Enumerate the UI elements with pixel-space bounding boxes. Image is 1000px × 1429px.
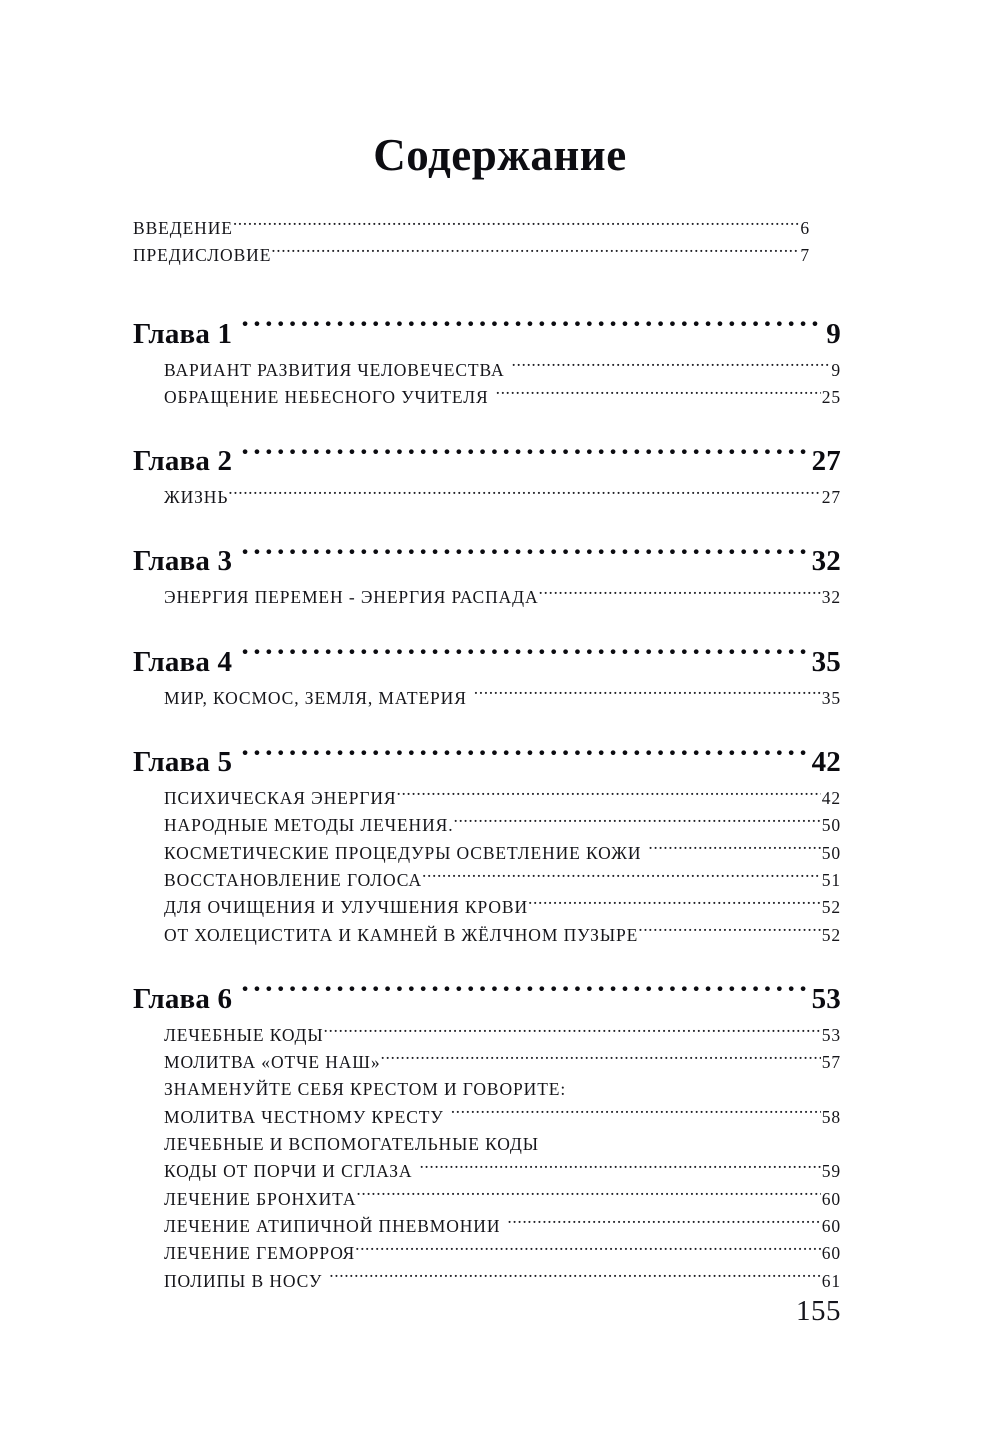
toc-entry-page: 42	[821, 788, 841, 809]
toc-entry-label: ПСИХИЧЕСКАЯ ЭНЕРГИЯ	[164, 788, 397, 809]
dot-leader	[422, 868, 821, 886]
toc-entry-page: 35	[821, 687, 841, 708]
dot-leader	[329, 1269, 820, 1287]
toc-entry[interactable]	[133, 242, 810, 269]
chapter-dot-leader	[240, 742, 805, 771]
toc-entry[interactable]	[164, 1186, 841, 1213]
chapter-block	[133, 441, 841, 511]
chapter-heading-label: Глава 5	[133, 746, 233, 779]
toc-entry[interactable]	[164, 1022, 841, 1049]
front-matter-block	[133, 215, 841, 270]
dot-leader	[324, 1023, 821, 1041]
chapter-block	[133, 979, 841, 1295]
toc-entry-page: 6	[800, 218, 810, 238]
toc-entry[interactable]	[164, 1213, 841, 1240]
toc-entry-label: ЛЕЧЕНИЕ БРОНХИТА	[164, 1188, 357, 1209]
toc-entry-label: МИР, КОСМОС, ЗЕМЛЯ, МАТЕРИЯ	[164, 687, 467, 708]
toc-entry-page: 60	[821, 1215, 841, 1236]
chapter-dot-leader	[240, 314, 820, 343]
chapter-heading[interactable]	[133, 642, 841, 679]
chapter-heading-page: 35	[811, 645, 841, 678]
chapter-heading-label: Глава 4	[133, 645, 233, 678]
chapter-heading-page: 53	[811, 982, 841, 1015]
toc-entry-page: 7	[800, 245, 810, 266]
toc-entry-page: 52	[821, 897, 841, 918]
dot-leader	[233, 217, 800, 235]
toc-entry-label: ДЛЯ ОЧИЩЕНИЯ И УЛУЧШЕНИЯ КРОВИ	[164, 897, 529, 918]
dot-leader	[453, 814, 820, 832]
toc-entry[interactable]	[164, 812, 841, 839]
dot-leader	[539, 1133, 840, 1151]
chapter-dot-leader	[240, 979, 805, 1008]
chapter-heading[interactable]	[133, 742, 841, 779]
toc-entry-label: ВВЕДЕНИЕ	[133, 218, 233, 238]
chapter-heading[interactable]	[133, 314, 841, 351]
toc-entry[interactable]	[164, 1076, 841, 1103]
dot-leader	[396, 787, 820, 805]
chapter-block	[133, 541, 841, 611]
chapter-entries	[164, 1022, 841, 1295]
chapter-heading-page: 42	[811, 746, 841, 779]
chapter-dot-leader	[240, 441, 805, 470]
toc-entry-page: 59	[821, 1161, 841, 1182]
toc-entry-label: НАРОДНЫЕ МЕТОДЫ ЛЕЧЕНИЯ.	[164, 815, 454, 836]
dot-leader	[528, 896, 821, 914]
dot-leader	[419, 1160, 820, 1178]
toc-entry-label: ЛЕЧЕБНЫЕ КОДЫ	[164, 1024, 324, 1045]
chapter-dot-leader	[240, 541, 805, 570]
chapter-heading-label: Глава 3	[133, 545, 233, 578]
toc-entry[interactable]	[164, 1158, 841, 1185]
toc-entry-label: ЖИЗНЬ	[164, 487, 229, 508]
toc-entry[interactable]	[164, 584, 841, 611]
chapter-heading[interactable]	[133, 541, 841, 578]
toc-entry[interactable]	[164, 867, 841, 894]
toc-entry-page: 9	[831, 359, 841, 380]
toc-entry[interactable]	[164, 1240, 841, 1267]
chapter-heading-page: 32	[811, 545, 841, 578]
chapter-list	[133, 314, 841, 1295]
toc-entry-label: ЛЕЧЕБНЫЕ И ВСПОМОГАТЕЛЬНЫЕ КОДЫ	[164, 1134, 539, 1155]
dot-leader	[355, 1242, 821, 1260]
chapter-heading-label: Глава 2	[133, 445, 233, 478]
toc-entry-page: 32	[821, 587, 841, 608]
toc-entry[interactable]	[164, 785, 841, 812]
toc-entry-page: 61	[821, 1270, 841, 1291]
chapter-heading-label: Глава 1	[133, 317, 233, 350]
chapter-heading[interactable]	[133, 979, 841, 1016]
toc-entry-page: 57	[821, 1052, 841, 1073]
dot-leader	[648, 841, 820, 859]
dot-leader	[496, 385, 821, 403]
toc-entry[interactable]	[164, 922, 841, 949]
toc-entry-page: 27	[821, 487, 841, 508]
toc-entry[interactable]	[164, 685, 841, 712]
toc-entry-page: 60	[821, 1243, 841, 1264]
toc-entry-page: 50	[821, 842, 841, 863]
dot-leader	[381, 1051, 821, 1069]
chapter-block	[133, 742, 841, 949]
toc-entry-label: МОЛИТВА «ОТЧЕ НАШ»	[164, 1052, 381, 1073]
chapter-entries	[164, 584, 841, 611]
toc-entry-label: КОСМЕТИЧЕСКИЕ ПРОЦЕДУРЫ ОСВЕТЛЕНИЕ КОЖИ	[164, 842, 642, 863]
chapter-dot-leader	[240, 642, 805, 671]
dot-leader	[228, 486, 820, 504]
toc-entry-label: ОБРАЩЕНИЕ НЕБЕСНОГО УЧИТЕЛЯ	[164, 386, 489, 407]
chapter-heading-page: 27	[811, 445, 841, 478]
toc-entry[interactable]	[164, 840, 841, 867]
dot-leader	[271, 244, 799, 262]
toc-entry-page: 53	[821, 1024, 841, 1045]
toc-entry-label: ЭНЕРГИЯ ПЕРЕМЕН - ЭНЕРГИЯ РАСПАДА	[164, 587, 539, 608]
toc-entry-page: 25	[821, 386, 841, 407]
toc-entry-label: КОДЫ ОТ ПОРЧИ И СГЛАЗА	[164, 1161, 413, 1182]
toc-entry-label: ВАРИАНТ РАЗВИТИЯ ЧЕЛОВЕЧЕСТВА	[164, 359, 505, 380]
chapter-entries	[164, 357, 841, 412]
dot-leader	[638, 923, 820, 941]
toc-entry-page: 51	[821, 869, 841, 890]
toc-entry-page: 50	[821, 815, 841, 836]
dot-leader	[566, 1078, 840, 1096]
toc-entry[interactable]	[133, 215, 810, 242]
dot-leader	[512, 358, 831, 376]
toc-body	[133, 215, 841, 1321]
chapter-heading-page: 9	[826, 317, 841, 350]
chapter-heading-label: Глава 6	[133, 982, 233, 1015]
chapter-entries	[164, 785, 841, 949]
toc-entry-label: ЛЕЧЕНИЕ АТИПИЧНОЙ ПНЕВМОНИИ	[164, 1215, 501, 1236]
chapter-entries	[164, 685, 841, 712]
toc-entry-label: ЗНАМЕНУЙТЕ СЕБЯ КРЕСТОМ И ГОВОРИТЕ:	[164, 1079, 567, 1100]
dot-leader	[474, 686, 821, 704]
toc-entry-label: ПОЛИПЫ В НОСУ	[164, 1270, 323, 1291]
toc-entry-label: ЛЕЧЕНИЕ ГЕМОРРОЯ	[164, 1243, 356, 1264]
toc-entry-page: 52	[821, 924, 841, 945]
page-title: Содержание	[373, 130, 627, 180]
toc-entry[interactable]	[164, 1131, 841, 1158]
folio-number: 155	[796, 1295, 841, 1327]
toc-entry[interactable]	[164, 357, 841, 384]
toc-entry[interactable]	[164, 484, 841, 511]
chapter-entries	[164, 484, 841, 511]
chapter-heading[interactable]	[133, 441, 841, 478]
toc-entry-label: МОЛИТВА ЧЕСТНОМУ КРЕСТУ	[164, 1106, 444, 1127]
dot-leader	[507, 1214, 820, 1232]
dot-leader	[356, 1187, 820, 1205]
toc-entry[interactable]	[164, 1268, 841, 1295]
toc-entry-label: ОТ ХОЛЕЦИСТИТА И КАМНЕЙ В ЖЁЛЧНОМ ПУЗЫРЕ	[164, 924, 639, 945]
toc-entry[interactable]	[164, 1049, 841, 1076]
toc-entry-label: ВОССТАНОВЛЕНИЕ ГОЛОСА	[164, 869, 423, 890]
toc-entry[interactable]	[164, 894, 841, 921]
toc-entry-page: 60	[821, 1188, 841, 1209]
dot-leader	[539, 586, 821, 604]
toc-entry-label: ПРЕДИСЛОВИЕ	[133, 245, 272, 266]
toc-entry[interactable]	[164, 1104, 841, 1131]
chapter-block	[133, 314, 841, 412]
dot-leader	[451, 1105, 821, 1123]
chapter-block	[133, 642, 841, 712]
toc-entry-page: 58	[821, 1106, 841, 1127]
toc-entry[interactable]	[164, 384, 841, 411]
